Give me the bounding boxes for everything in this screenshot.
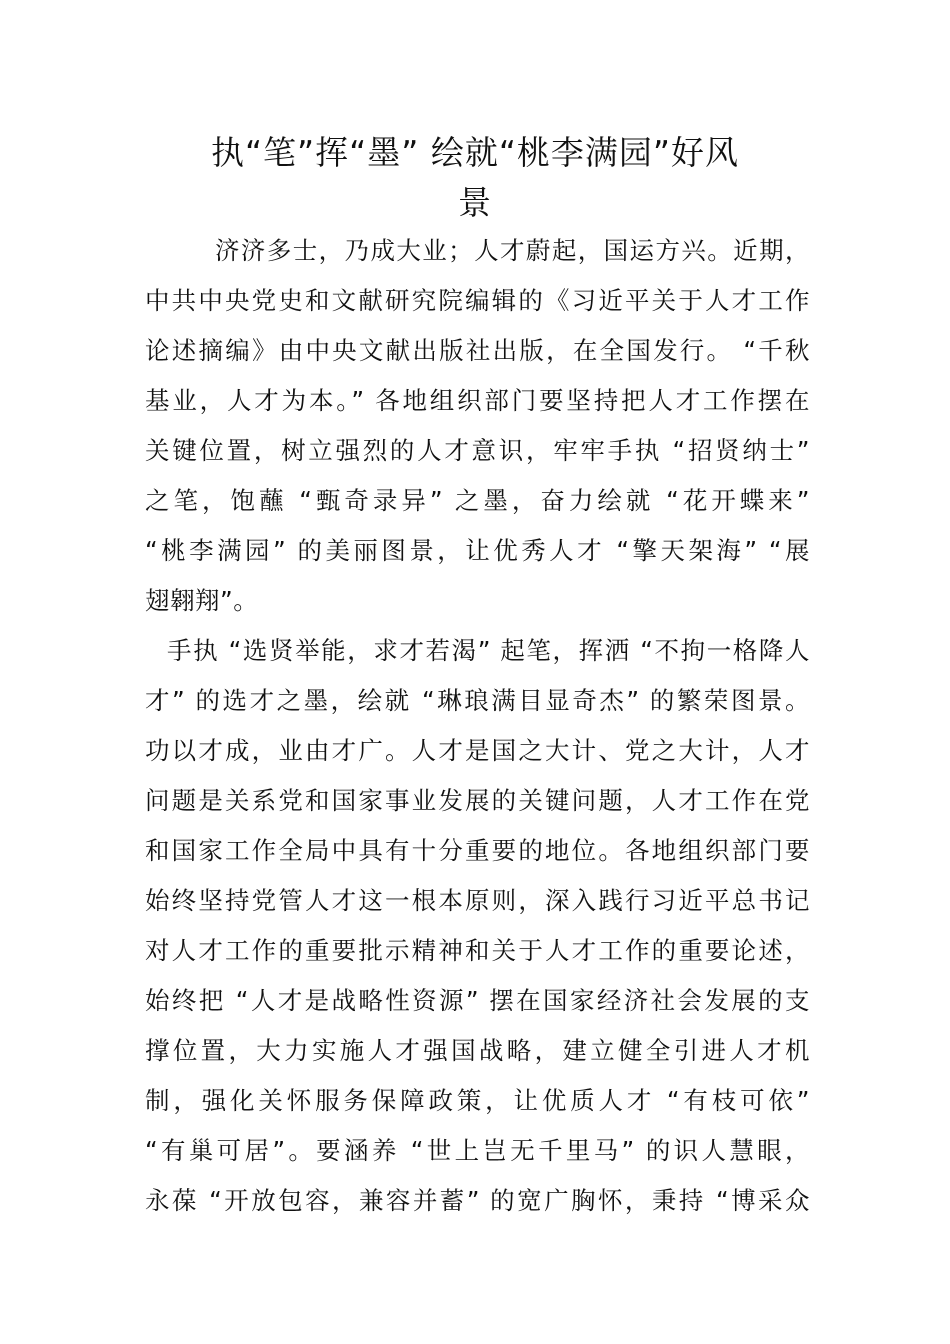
paragraph-1-line: 基业，人才为本。” 各地组织部门要坚持把人才工作摆在: [145, 386, 810, 415]
article-body: [145, 226, 810, 1226]
document-title: [140, 128, 810, 228]
paragraph-1-line: 中共中央党史和文献研究院编辑的《习近平关于人才工作: [145, 286, 810, 315]
paragraph-2-line: “有巢可居”。要涵养 “世上岂无千里马” 的识人慧眼，: [145, 1136, 810, 1165]
title-line: 执“笔”挥“墨” 绘就“桃李满园”好风: [210, 133, 740, 172]
paragraph-2-line: 始终坚持党管人才这一根本原则，深入践行习近平总书记: [145, 886, 810, 915]
paragraph-1-line: 济济多士，乃成大业；人才蔚起，国运方兴。近期，: [215, 236, 810, 265]
paragraph-1-line: 关键位置，树立强烈的人才意识，牢牢手执 “招贤纳士”: [145, 436, 810, 465]
paragraph-2-line: 对人才工作的重要批示精神和关于人才工作的重要论述，: [145, 936, 810, 965]
title-line: 景: [458, 183, 492, 222]
paragraph-2-line: 和国家工作全局中具有十分重要的地位。各地组织部门要: [145, 836, 810, 865]
paragraph-1-line: 翅翱翔”。: [145, 586, 259, 615]
paragraph-2-line: 永葆 “开放包容，兼容并蓄” 的宽广胸怀，秉持 “博采众: [145, 1186, 810, 1215]
paragraph-2-line: 手执 “选贤举能，求才若渴” 起笔，挥洒 “不拘一格降人: [167, 636, 810, 665]
paragraph-2-line: 才” 的选才之墨，绘就 “琳琅满目显奇杰” 的繁荣图景。: [145, 686, 810, 715]
paragraph-2-line: 问题是关系党和国家事业发展的关键问题，人才工作在党: [145, 786, 810, 815]
paragraph-1-line: 之笔，饱蘸 “甄奇录异” 之墨，奋力绘就 “花开蝶来”: [145, 486, 810, 515]
paragraph-2-line: 制，强化关怀服务保障政策，让优质人才 “有枝可依”: [145, 1086, 810, 1115]
paragraph-2-line: 撑位置，大力实施人才强国战略，建立健全引进人才机: [145, 1036, 810, 1065]
paragraph-1-line: 论述摘编》由中央文献出版社出版，在全国发行。 “千秋: [145, 336, 810, 365]
paragraph-2-line: 始终把 “人才是战略性资源” 摆在国家经济社会发展的支: [145, 986, 810, 1015]
paragraph-2-line: 功以才成，业由才广。人才是国之大计、党之大计，人才: [145, 736, 810, 765]
paragraph-1-line: “桃李满园” 的美丽图景，让优秀人才 “擎天架海” “展: [145, 536, 810, 565]
